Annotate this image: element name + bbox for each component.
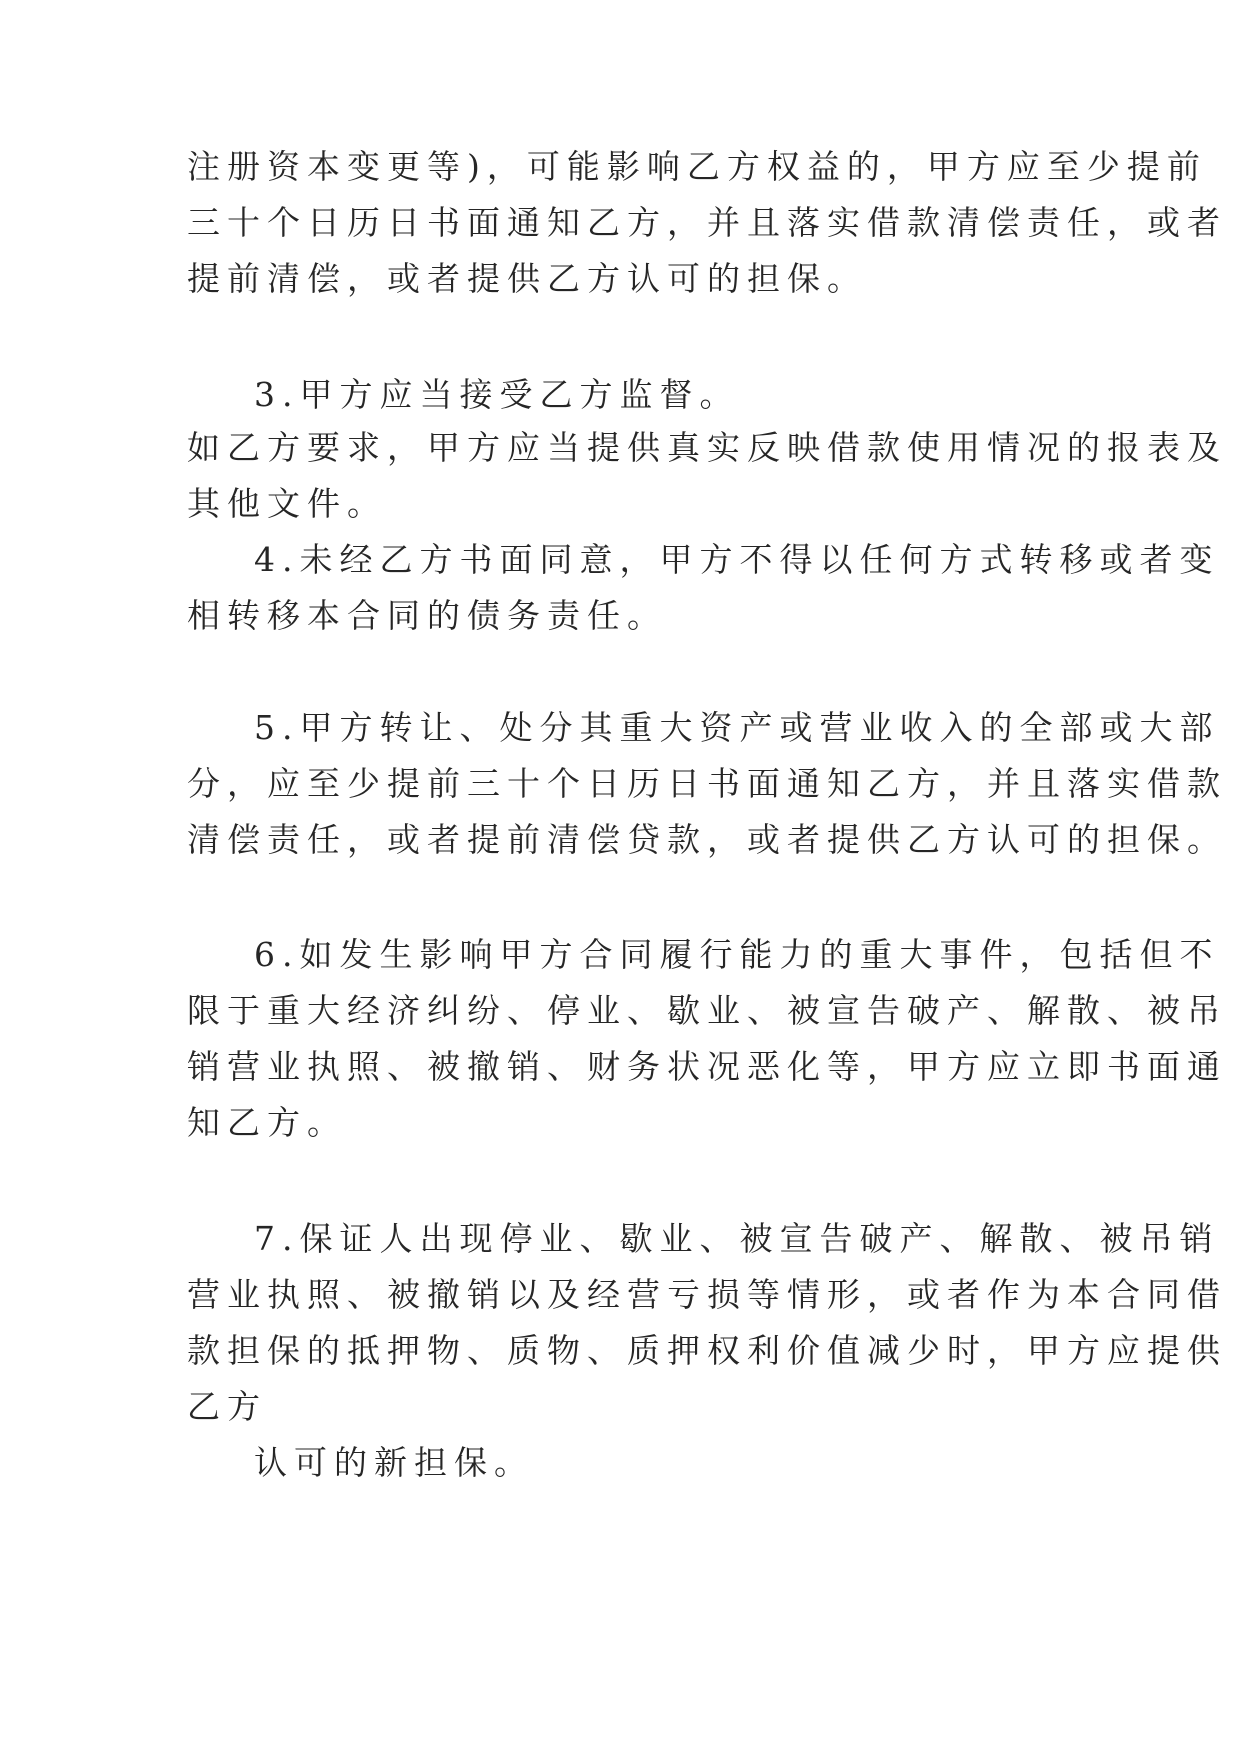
clause-5-start: 5.甲方转让、处分其重大资产或营业收入的全部或大部 bbox=[254, 708, 1220, 747]
text-line-10: 分，应至少提前三十个日历日书面通知乙方，并且落实借款 bbox=[187, 764, 1227, 803]
text-line-2: 三十个日历日书面通知乙方，并且落实借款清偿责任，或者 bbox=[187, 203, 1227, 242]
clause-4-start: 4.未经乙方书面同意，甲方不得以任何方式转移或者变 bbox=[254, 540, 1220, 579]
text-line-8: 相转移本合同的债务责任。 bbox=[187, 596, 667, 635]
text-line-14: 销营业执照、被撤销、财务状况恶化等，甲方应立即书面通 bbox=[187, 1047, 1227, 1086]
text-line-17: 营业执照、被撤销以及经营亏损等情形，或者作为本合同借 bbox=[187, 1275, 1227, 1314]
text-line-3: 提前清偿，或者提供乙方认可的担保。 bbox=[187, 259, 867, 298]
text-line-20: 认可的新担保。 bbox=[254, 1443, 534, 1482]
text-line-5: 如乙方要求，甲方应当提供真实反映借款使用情况的报表及 bbox=[187, 428, 1227, 467]
clause-3-heading: 3.甲方应当接受乙方监督。 bbox=[254, 375, 740, 414]
clause-7-start: 7.保证人出现停业、歇业、被宣告破产、解散、被吊销 bbox=[254, 1219, 1220, 1258]
text-line-15: 知乙方。 bbox=[187, 1103, 347, 1142]
text-line-13: 限于重大经济纠纷、停业、歇业、被宣告破产、解散、被吊 bbox=[187, 991, 1227, 1030]
text-line-18: 款担保的抵押物、质物、质押权利价值减少时，甲方应提供 bbox=[187, 1331, 1227, 1370]
text-line-19: 乙方 bbox=[187, 1387, 267, 1426]
clause-6-start: 6.如发生影响甲方合同履行能力的重大事件，包括但不 bbox=[254, 935, 1220, 974]
text-line-11: 清偿责任，或者提前清偿贷款，或者提供乙方认可的担保。 bbox=[187, 820, 1227, 859]
text-line-6: 其他文件。 bbox=[187, 484, 387, 523]
text-line-1: 注册资本变更等)，可能影响乙方权益的，甲方应至少提前 bbox=[187, 147, 1207, 186]
